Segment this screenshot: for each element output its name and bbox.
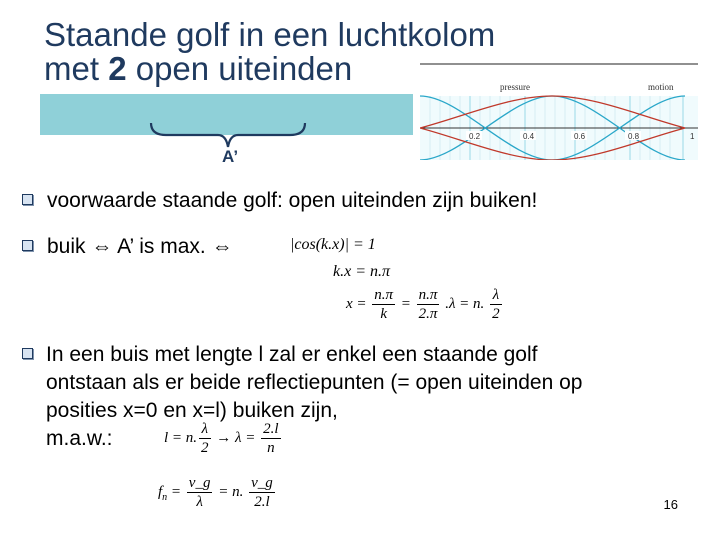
paragraph-line: posities x=0 en x=l) buiken zijn,: [46, 399, 338, 422]
paragraph-line: m.a.w.:: [46, 427, 113, 450]
standing-wave-plot: [420, 60, 698, 160]
slide-title-line2: met 2 open uiteinden: [44, 50, 353, 87]
bullet-square-icon: [22, 194, 33, 205]
bullet-tube-length: [22, 341, 47, 369]
tick-label: 0.8: [628, 132, 640, 141]
bullet-square-icon: [22, 240, 33, 251]
amplitude-label: A’: [222, 147, 239, 166]
tick-label: 0.2: [469, 132, 481, 141]
page-number: 16: [663, 497, 678, 512]
tick-label: 1: [690, 132, 695, 141]
slide-title-line1: Staande golf in een luchtkolom: [44, 16, 496, 53]
equation-kx: k.x = n.π: [333, 263, 391, 280]
tick-label: 0.4: [523, 132, 535, 141]
equivalence-arrow-icon: ⇔: [91, 235, 113, 258]
legend-motion: motion: [648, 82, 674, 92]
bullet-square-icon: [22, 348, 33, 359]
bullet-condition: voorwaarde staande golf: open uiteinden zijn buiken!: [22, 187, 537, 215]
equation-frequency: $f_n$ = $\frac{v\_g}{\lambda}$ = n. $\frac{v\_g}{2.l}$: [158, 475, 273, 510]
tick-label: 0.6: [574, 132, 586, 141]
paragraph-line: In een buis met lengte l zal er enkel een staande golf: [46, 343, 538, 366]
amplitude-brace: [148, 121, 308, 149]
bullet-antinode: buik ⇔ A’ is max. ⇔: [22, 233, 233, 261]
legend-pressure: pressure: [500, 82, 530, 92]
paragraph-line: ontstaan als er beide reflectiepunten (= open uiteinden op: [46, 371, 583, 394]
equation-x: x = $\frac{n.\pi}{k}$ = $\frac{n.\pi}{2.\pi}$ .λ = n. $\frac{\lambda}{2}$: [346, 287, 500, 322]
title-bold-number: 2: [108, 50, 127, 87]
equation-length: l = n. $\frac{\lambda}{2}$ → λ = $\frac{2.l}{n}$: [164, 421, 279, 456]
equation-cos: |cos(k.x)| = 1: [290, 236, 376, 253]
equivalence-arrow-icon: ⇔: [211, 235, 233, 258]
